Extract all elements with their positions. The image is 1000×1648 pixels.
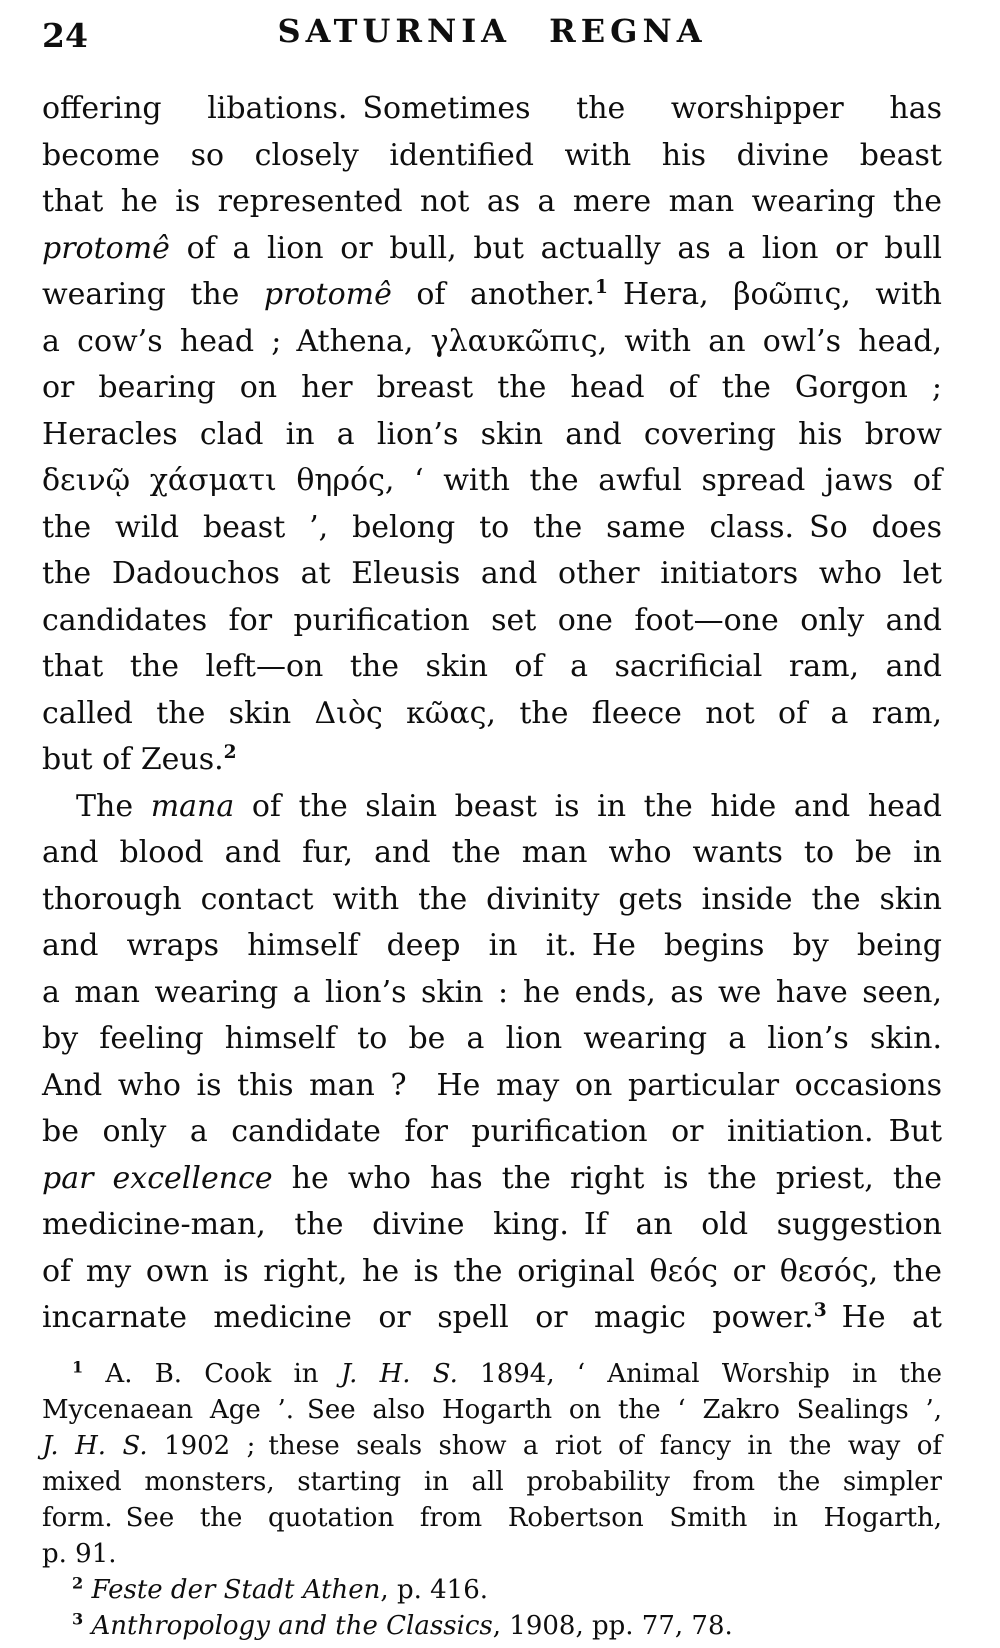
text-line bbox=[42, 830, 942, 877]
text-segment: A. B. Cook in bbox=[83, 1358, 341, 1389]
text-line bbox=[42, 1202, 942, 1249]
text-segment: And who is this man ? He may on particular occasions bbox=[42, 1067, 942, 1103]
text-segment: Mycenaean Age ’. See also Hogarth on the ‘ Zakro Sealings ’, bbox=[42, 1394, 942, 1425]
text-line bbox=[42, 86, 942, 133]
text-line bbox=[42, 505, 942, 552]
text-segment: The bbox=[76, 788, 151, 824]
text-segment: called the skin Διὸς κῶας, the fleece not of a ram, bbox=[42, 695, 942, 731]
text-line bbox=[42, 970, 942, 1017]
text-segment: J. H. S. bbox=[340, 1358, 458, 1389]
footnote-marker: 1 bbox=[72, 1356, 84, 1376]
text-segment: mana bbox=[150, 788, 235, 824]
text-segment: He at bbox=[826, 1300, 942, 1335]
text-segment: mixed monsters, starting in all probability from the simpler bbox=[42, 1466, 942, 1497]
text-segment: offering libations. Sometimes the worshipper has bbox=[42, 91, 942, 126]
text-line bbox=[42, 179, 942, 226]
page-header bbox=[42, 12, 942, 60]
text-segment: he who has the right is the priest, the bbox=[272, 1160, 942, 1196]
text-segment: medicine-man, the divine king. If an old suggestion bbox=[42, 1207, 942, 1242]
text-line bbox=[42, 1500, 942, 1536]
footnote bbox=[42, 1608, 942, 1644]
text-segment: J. H. S. bbox=[42, 1430, 148, 1461]
text-segment: by feeling himself to be a lion wearing a lion’s skin. bbox=[42, 1021, 942, 1056]
text-line bbox=[42, 1016, 942, 1063]
text-line bbox=[42, 1063, 942, 1110]
text-segment: , 1908, pp. 77, 78. bbox=[492, 1610, 733, 1641]
text-line bbox=[42, 1249, 942, 1296]
text-segment: that he is represented not as a mere man wearing the bbox=[42, 184, 942, 219]
text-line bbox=[42, 598, 942, 645]
text-segment: form. See the quotation from Robertson Smith in Hogarth, bbox=[42, 1502, 942, 1533]
text-segment: 1902 ; these seals show a riot of fancy in the way of bbox=[147, 1430, 942, 1461]
footnote bbox=[42, 1356, 942, 1572]
text-line bbox=[42, 412, 942, 459]
footnotes bbox=[42, 1356, 942, 1644]
text-segment: par excellence bbox=[42, 1160, 273, 1196]
text-segment: incarnate medicine or spell or magic power. bbox=[42, 1300, 814, 1335]
text-segment: of another. bbox=[391, 277, 596, 312]
text-segment: Anthropology and the Classics bbox=[91, 1610, 493, 1641]
text-segment: that the left—on the skin of a sacrificial ram, and bbox=[42, 649, 942, 684]
text-line bbox=[42, 1572, 942, 1608]
text-line bbox=[42, 1428, 942, 1464]
text-line bbox=[42, 1295, 942, 1342]
text-line bbox=[42, 1536, 942, 1572]
body-text bbox=[42, 86, 942, 1342]
running-head: SATURNIA REGNA bbox=[277, 12, 707, 50]
text-line bbox=[42, 691, 942, 738]
text-segment: a man wearing a lion’s skin : he ends, as we have seen, bbox=[42, 974, 942, 1010]
text-segment: the Dadouchos at Eleusis and other initiators who let bbox=[42, 556, 942, 591]
text-line bbox=[42, 1464, 942, 1500]
text-segment: , p. 416. bbox=[380, 1574, 489, 1605]
text-segment: be only a candidate for purification or initiation. But bbox=[42, 1114, 942, 1149]
page-number: 24 bbox=[42, 16, 88, 55]
text-line bbox=[42, 784, 942, 831]
text-segment: of the slain beast is in the hide and head bbox=[234, 788, 943, 824]
text-line bbox=[42, 226, 942, 273]
text-line bbox=[42, 1608, 942, 1644]
text-segment: protomê bbox=[263, 277, 392, 312]
text-line bbox=[42, 133, 942, 180]
text-segment: candidates for purification set one foot—one only and bbox=[42, 602, 942, 638]
text-line bbox=[42, 365, 942, 412]
text-line bbox=[42, 877, 942, 924]
text-line bbox=[42, 551, 942, 598]
footnote-marker: 3 bbox=[813, 1300, 827, 1321]
text-line bbox=[42, 1392, 942, 1428]
text-line bbox=[42, 319, 942, 366]
text-segment: p. 91. bbox=[42, 1538, 117, 1569]
text-segment: of a lion or bull, but actually as a lion or bull bbox=[169, 230, 942, 266]
text-segment: the wild beast ’, belong to the same class. So does bbox=[42, 509, 942, 545]
paragraph bbox=[42, 86, 942, 784]
text-segment: become so closely identified with his divine beast bbox=[42, 137, 942, 173]
text-segment: thorough contact with the divinity gets inside the skin bbox=[42, 881, 942, 917]
text-segment: protomê bbox=[42, 230, 170, 266]
text-line bbox=[42, 1109, 942, 1156]
text-line bbox=[42, 1156, 942, 1203]
footnote bbox=[42, 1572, 942, 1608]
text-line bbox=[42, 923, 942, 970]
paragraph bbox=[42, 784, 942, 1342]
text-line bbox=[42, 644, 942, 691]
footnote-marker: 2 bbox=[223, 742, 237, 763]
text-segment: Feste der Stadt Athen bbox=[91, 1574, 381, 1605]
text-segment: Hera, βοῶπις, with bbox=[607, 277, 942, 312]
text-segment: and blood and fur, and the man who wants to be in bbox=[42, 835, 942, 870]
text-segment: but of Zeus. bbox=[42, 742, 224, 777]
text-segment: δεινῷ χάσματι θηρός, ‘ with the awful spread jaws of bbox=[42, 463, 942, 498]
footnote-marker: 3 bbox=[72, 1608, 84, 1628]
text-segment: and wraps himself deep in it. He begins by being bbox=[42, 928, 942, 963]
text-line bbox=[42, 458, 942, 505]
footnote-marker: 2 bbox=[72, 1572, 84, 1592]
text-segment: or bearing on her breast the head of the Gorgon ; bbox=[42, 370, 942, 405]
text-segment: 1894, ‘ Animal Worship in the bbox=[457, 1358, 942, 1389]
text-segment: Heracles clad in a lion’s skin and covering his brow bbox=[42, 416, 942, 452]
text-line bbox=[42, 272, 942, 319]
text-line bbox=[42, 1356, 942, 1392]
text-segment: of my own is right, he is the original θεός or θεσός, the bbox=[42, 1253, 942, 1289]
text-segment: a cow’s head ; Athena, γλαυκῶπις, with an owl’s head, bbox=[42, 323, 942, 359]
footnote-marker: 1 bbox=[595, 277, 608, 298]
text-segment: wearing the bbox=[42, 277, 264, 312]
text-line bbox=[42, 737, 942, 784]
